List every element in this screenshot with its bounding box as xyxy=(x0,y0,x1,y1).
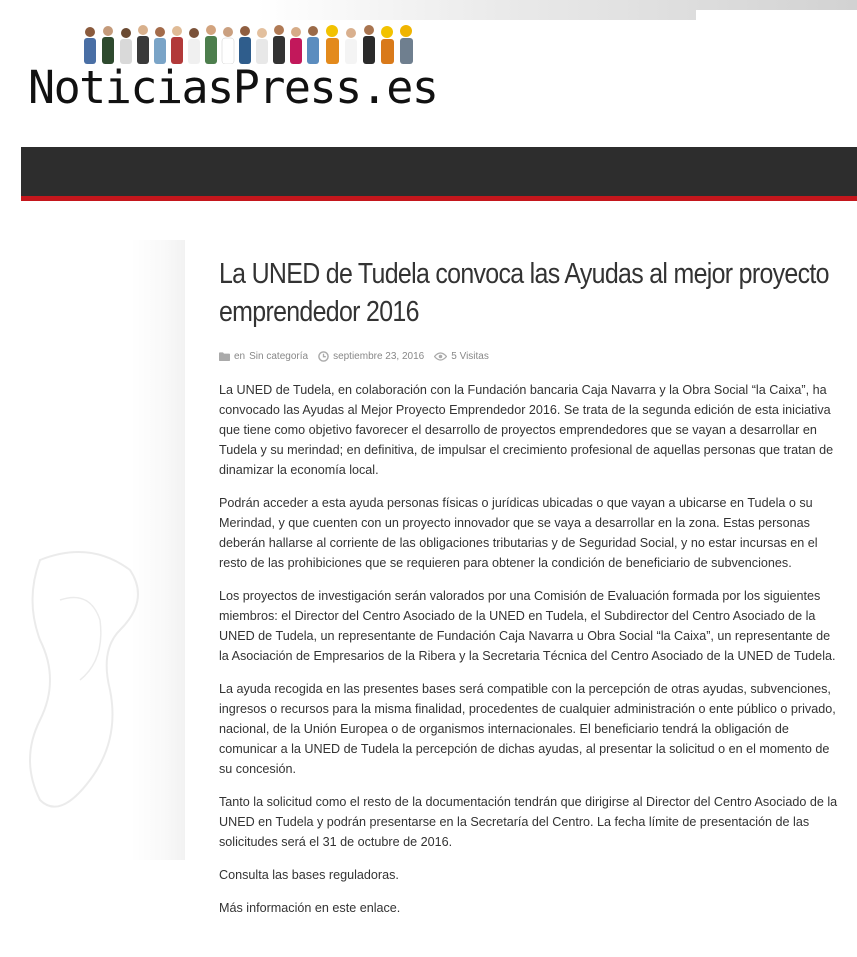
meta-views xyxy=(434,351,489,362)
bases-reguladoras-link[interactable]: Consulta las bases reguladoras. xyxy=(219,868,399,882)
clock-icon xyxy=(318,351,329,362)
main-navigation-bar xyxy=(21,147,857,201)
sidebar-faint-illustration xyxy=(20,540,160,830)
folder-icon xyxy=(219,352,230,361)
meta-category-prefix: en xyxy=(234,350,246,362)
article-body xyxy=(219,380,841,918)
article-paragraph: Los proyectos de investigación serán valorados por una Comisión de Evaluación formada por los siguientes miembros: el Director del Centro Asociado de la UNED en Tudela, el Subdirector del Centro Asociado de la UNED de Tudela, un representante de Fundación Caja Navarra u Obra Social “la Caixa”, un representante de la Asociación de Empresarios de la Ribera y la Secretaria Técnica del Centro Asociado de la UNED de Tudela. xyxy=(219,589,836,663)
meta-date xyxy=(318,351,424,362)
article-paragraph: Tanto la solicitud como el resto de la documentación tendrán que dirigirse al Director del Centro Asociado de la UNED en Tudela y podrán presentarse en la Secretaría del Centro. La fecha límite de presentación de las solicitudes será el 31 de octubre de 2016. xyxy=(219,795,838,849)
article-meta xyxy=(219,349,841,363)
meta-views-text: 5 Visitas xyxy=(451,350,489,362)
header-right-panel xyxy=(696,10,857,142)
eye-icon xyxy=(434,352,447,361)
article-paragraph: Podrán acceder a esta ayuda personas físicas o jurídicas ubicadas o que vayan a ubicarse en Tudela o su Merindad, y que cuenten con un proyecto innovador que se vaya a desarrollar en la zona. Estas personas deberán hallarse al corriente de las obligaciones tributarias y de Seguridad Social, y no estar incursas en el resto de las prohibiciones que se requieren para obtener la condición de beneficiario de subvenciones. xyxy=(219,496,818,570)
article-paragraph: La ayuda recogida en las presentes bases será compatible con la percepción de otras ayudas, subvenciones, ingresos o recursos para la misma finalidad, procedentes de cualquier administración o ente público o privado, nacional, de la Unión Europea o de organismos internacionales. El beneficiario tendrá la obligación de comunicar a la UNED de Tudela la percepción de dichas ayudas, al presentar la solicitud o en el momento de su concesión. xyxy=(219,682,836,776)
mas-informacion-link[interactable]: Más información en este enlace. xyxy=(219,901,401,915)
meta-category xyxy=(219,351,308,362)
article-paragraph: La UNED de Tudela, en colaboración con la Fundación bancaria Caja Navarra y la Obra Social “la Caixa”, ha convocado las Ayudas al Mejor Proyecto Emprendedor 2016. Se trata de la segunda edición de esta iniciativa que tiene como objetivo favorecer el desarrollo de proyectos emprendedores que se vayan a desarrollar en Tudela y su merindad; en definitiva, de impulsar el crecimiento profesional de aquellas personas que tratan de dinamizar la economía local. xyxy=(219,383,834,477)
article-title[interactable]: La UNED de Tudela convoca las Ayudas al mejor proyecto emprendedor 2016 xyxy=(219,258,829,328)
article xyxy=(219,255,841,931)
meta-date-text: septiembre 23, 2016 xyxy=(333,350,425,362)
meta-category-link[interactable]: Sin categoría xyxy=(249,350,309,362)
site-logo[interactable]: NoticiasPress.es xyxy=(28,61,438,114)
